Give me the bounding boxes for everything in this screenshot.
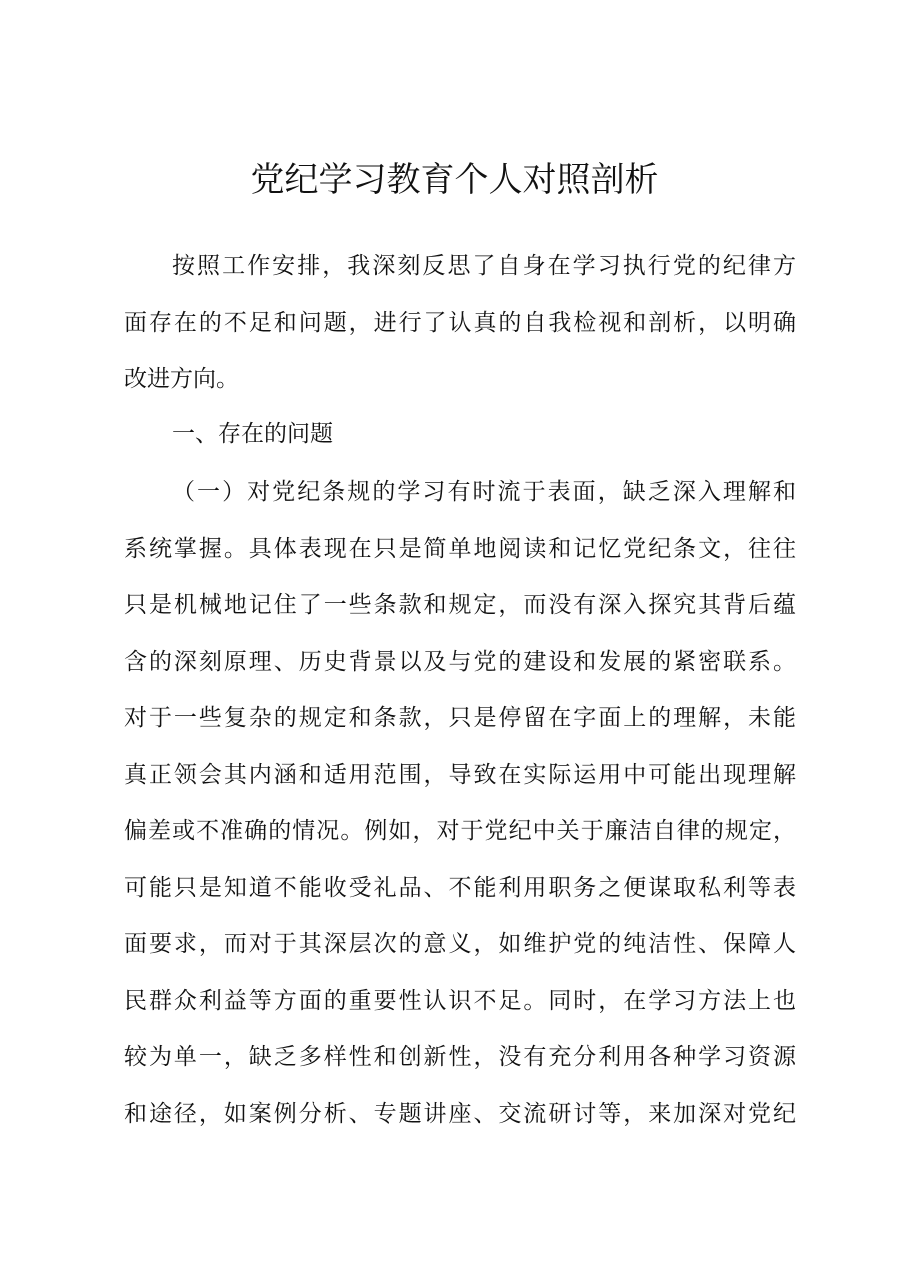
text-line: 面要求，而对于其深层次的意义，如维护党的纯洁性、保障人 bbox=[124, 931, 796, 957]
text-line: 按照工作安排，我深刻反思了自身在学习执行党的纪律方 bbox=[172, 253, 796, 279]
text-line: （一）对党纪条规的学习有时流于表面，缺乏深入理解和 bbox=[172, 479, 796, 505]
text-line: 系统掌握。具体表现在只是简单地阅读和记忆党纪条文，往往 bbox=[124, 535, 796, 562]
text-line: 较为单一，缺乏多样性和创新性，没有充分利用各种学习资源 bbox=[124, 1044, 796, 1070]
section-heading: 一、存在的问题 bbox=[172, 421, 333, 447]
text-line: 对于一些复杂的规定和条款，只是停留在字面上的理解，未能 bbox=[124, 705, 796, 731]
text-line: 和途径，如案例分析、专题讲座、交流研讨等，来加深对党纪 bbox=[124, 1100, 796, 1127]
text-line: 偏差或不准确的情况。例如，对于党纪中关于廉洁自律的规定， bbox=[124, 818, 796, 844]
text-line: 只是机械地记住了一些条款和规定，而没有深入探究其背后蕴 bbox=[124, 592, 796, 618]
text-line: 面存在的不足和问题，进行了认真的自我检视和剖析，以明确 bbox=[124, 309, 796, 336]
section-1-paragraph bbox=[124, 464, 796, 1142]
intro-paragraph bbox=[124, 238, 796, 408]
text-line: 真正领会其内涵和适用范围，导致在实际运用中可能出现理解 bbox=[124, 761, 796, 788]
text-line: 含的深刻原理、历史背景以及与党的建设和发展的紧密联系。 bbox=[124, 648, 796, 675]
text-line: 民群众利益等方面的重要性认识不足。同时，在学习方法上也 bbox=[124, 987, 796, 1014]
document-title: 党纪学习教育个人对照剖析 bbox=[250, 160, 659, 200]
text-line: 改进方向。 bbox=[124, 366, 239, 392]
text-line: 可能只是知道不能收受礼品、不能利用职务之便谋取私利等表 bbox=[124, 874, 796, 901]
